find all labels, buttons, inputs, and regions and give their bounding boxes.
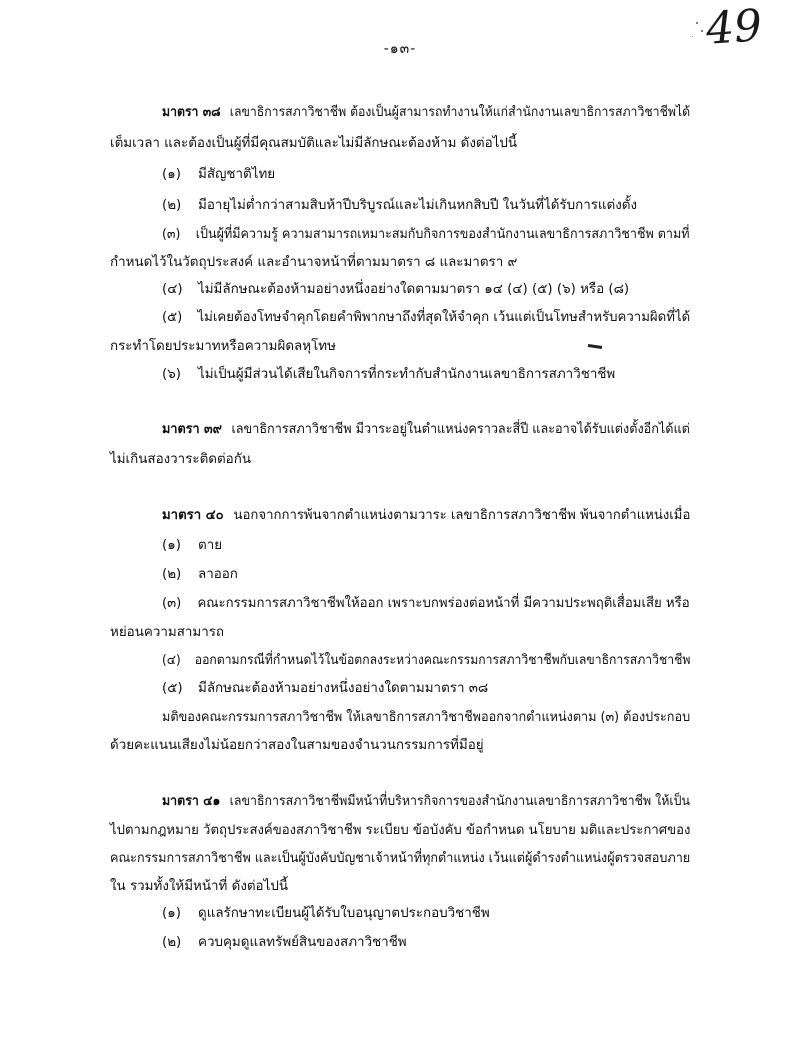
section-40-title: มาตรา ๔๐ bbox=[162, 508, 224, 523]
section-40-item-2 bbox=[162, 565, 238, 585]
item-text: ออกตามกรณีที่กำหนดไว้ในข้อตกลงระหว่างคณะกรรมการสภาวิชาชีพกับเลขาธิการสภาวิชาชีพ bbox=[194, 653, 691, 668]
item-number: (๓) bbox=[162, 227, 181, 242]
section-39-line-1 bbox=[162, 420, 690, 440]
page-number: -๑๓- bbox=[383, 41, 417, 57]
handwritten-page-number: 49 bbox=[704, 0, 764, 55]
item-text: ไม่เป็นผู้มีส่วนได้เสียในกิจการที่กระทำกับสำนักงานเลขาธิการสภาวิชาชีพ bbox=[198, 367, 616, 382]
section-38-line-2: เต็มเวลา และต้องเป็นผู้ที่มีคุณสมบัติและไม่มีลักษณะต้องห้าม ดังต่อไปนี้ bbox=[110, 136, 518, 151]
section-41-line-3: คณะกรรมการสภาวิชาชีพ และเป็นผู้บังคับบัญชาเจ้าหน้าที่ทุกตำแหน่ง เว้นแต่ผู้ดำรงตำแหน่งผู้ตรวจสอบภาย bbox=[110, 851, 691, 866]
section-38-item-3-cont: กำหนดไว้ในวัตถุประสงค์ และอำนาจหน้าที่ตามมาตรา ๘ และมาตรา ๙ bbox=[110, 255, 518, 270]
section-38-item-2 bbox=[162, 196, 637, 216]
section-41-text: เลขาธิการสภาวิชาชีพมีหน้าที่บริหารกิจการของสำนักงานเลขาธิการสภาวิชาชีพ ให้เป็น bbox=[229, 794, 690, 809]
scan-speck bbox=[692, 36, 693, 37]
section-40-text: นอกจากการพ้นจากตำแหน่งตามวาระ เลขาธิการสภาวิชาชีพ พ้นจากตำแหน่งเมื่อ bbox=[233, 508, 691, 523]
section-39-title: มาตรา ๓๙ bbox=[162, 422, 222, 437]
item-number: (๒) bbox=[162, 567, 182, 582]
item-number: (๔) bbox=[162, 653, 181, 668]
item-number: (๔) bbox=[162, 282, 183, 297]
item-number: (๑) bbox=[162, 167, 181, 182]
item-text: ดูแลรักษาทะเบียนผู้ได้รับใบอนุญาตประกอบวิชาชีพ bbox=[198, 906, 490, 921]
section-39-line-2: ไม่เกินสองวาระติดต่อกัน bbox=[110, 452, 251, 467]
section-40-closing-1: มติของคณะกรรมการสภาวิชาชีพ ให้เลขาธิการสภาวิชาชีพออกจากตำแหน่งตาม (๓) ต้องประกอบ bbox=[162, 710, 691, 725]
section-38-item-5-cont: กระทำโดยประมาทหรือความผิดลหุโทษ bbox=[110, 339, 336, 354]
section-40-item-3-cont: หย่อนความสามารถ bbox=[110, 625, 225, 640]
section-41-line-4: ใน รวมทั้งให้มีหน้าที่ ดังต่อไปนี้ bbox=[110, 879, 288, 894]
section-40-line-1 bbox=[162, 506, 690, 526]
section-38-line-1 bbox=[162, 103, 690, 123]
section-41-line-2: ไปตามกฎหมาย วัตถุประสงค์ของสภาวิชาชีพ ระเบียบ ข้อบังคับ ข้อกำหนด นโยบาย มติและประกาศของ bbox=[110, 823, 691, 838]
item-number: (๑) bbox=[162, 906, 181, 921]
section-38-item-4 bbox=[162, 280, 629, 300]
pen-mark bbox=[588, 344, 602, 349]
section-40-item-5 bbox=[162, 679, 488, 699]
item-text: ลาออก bbox=[198, 567, 238, 582]
item-number: (๒) bbox=[162, 198, 182, 213]
item-text: มีลักษณะต้องห้ามอย่างหนึ่งอย่างใดตามมาตรา ๓๘ bbox=[198, 681, 489, 696]
section-38-item-1 bbox=[162, 165, 275, 185]
item-text: มีอายุไม่ต่ำกว่าสามสิบห้าปีบริบูรณ์และไม่เกินหกสิบปี ในวันที่ได้รับการแต่งตั้ง bbox=[198, 198, 638, 213]
section-40-closing-2: ด้วยคะแนนเสียงไม่น้อยกว่าสองในสามของจำนวนกรรมการที่มีอยู่ bbox=[110, 738, 484, 753]
item-number: (๖) bbox=[162, 367, 181, 382]
item-text: ตาย bbox=[198, 538, 223, 553]
section-40-item-4 bbox=[162, 651, 690, 671]
item-text: คณะกรรมการสภาวิชาชีพให้ออก เพราะบกพร่องต่อหน้าที่ มีความประพฤติเสื่อมเสีย หรือ bbox=[197, 596, 690, 611]
section-38-item-6 bbox=[162, 365, 615, 385]
section-39-text: เลขาธิการสภาวิชาชีพ มีวาระอยู่ในตำแหน่งคราวละสี่ปี และอาจได้รับแต่งตั้งอีกได้แต่ bbox=[231, 422, 690, 437]
section-38-text: เลขาธิการสภาวิชาชีพ ต้องเป็นผู้สามารถทำงานให้แก่สำนักงานเลขาธิการสภาวิชาชีพได้ bbox=[229, 105, 691, 120]
item-text: ควบคุมดูแลทรัพย์สินของสภาวิชาชีพ bbox=[198, 935, 407, 950]
item-text: ไม่เคยต้องโทษจำคุกโดยคำพิพากษาถึงที่สุดให้จำคุก เว้นแต่เป็นโทษสำหรับความผิดที่ได้ bbox=[197, 310, 691, 325]
item-text: ไม่มีลักษณะต้องห้ามอย่างหนึ่งอย่างใดตามมาตรา ๑๔ (๔) (๕) (๖) หรือ (๘) bbox=[198, 282, 630, 297]
section-41-title: มาตรา ๔๑ bbox=[162, 794, 221, 809]
section-41-item-1 bbox=[162, 904, 490, 924]
section-38-item-3 bbox=[162, 225, 690, 245]
scan-speck bbox=[696, 22, 698, 24]
section-40-item-3 bbox=[162, 594, 690, 614]
item-number: (๕) bbox=[162, 310, 183, 325]
item-number: (๒) bbox=[162, 935, 182, 950]
section-40-item-1 bbox=[162, 536, 222, 556]
item-text: เป็นผู้ที่มีความรู้ ความสามารถเหมาะสมกับกิจการของสำนักงานเลขาธิการสภาวิชาชีพ ตามที่ bbox=[195, 227, 690, 242]
item-number: (๑) bbox=[162, 538, 181, 553]
item-number: (๓) bbox=[162, 596, 182, 611]
section-38-title: มาตรา ๓๘ bbox=[162, 105, 221, 120]
scan-speck bbox=[701, 30, 703, 32]
section-41-line-1 bbox=[162, 792, 690, 812]
section-38-item-5 bbox=[162, 308, 690, 328]
item-number: (๕) bbox=[162, 681, 183, 696]
item-text: มีสัญชาติไทย bbox=[198, 167, 276, 182]
section-41-item-2 bbox=[162, 933, 407, 953]
